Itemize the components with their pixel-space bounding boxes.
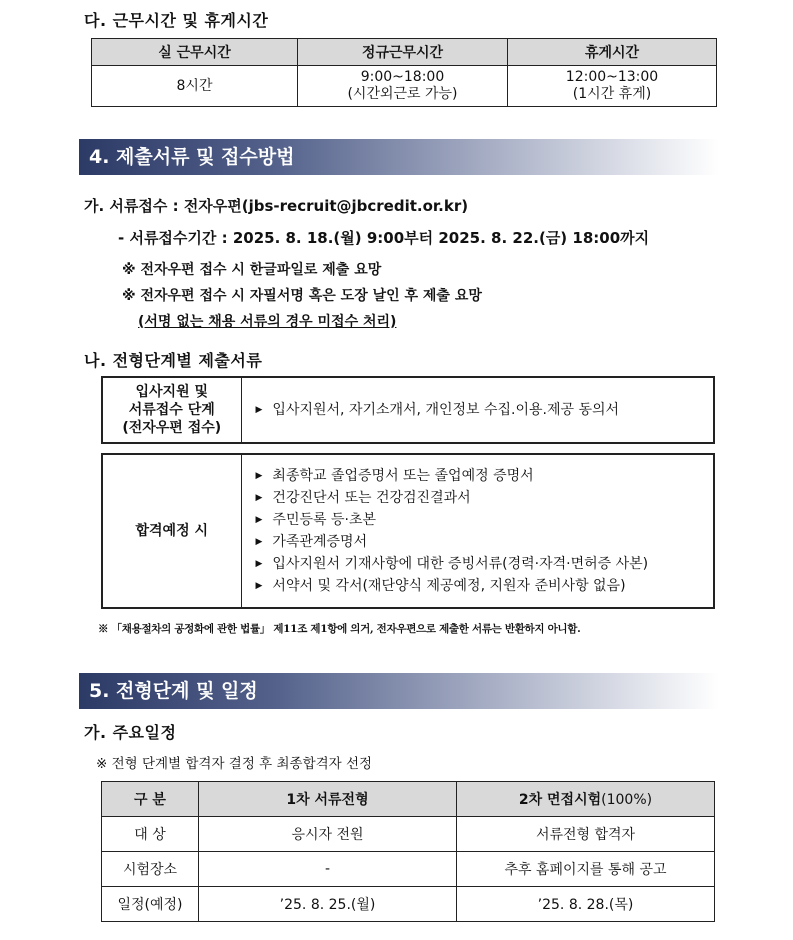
list-item (256, 399, 714, 421)
break-time-range: 12:00~13:00 (565, 69, 659, 85)
row-label-date: 일정(예정) (102, 887, 199, 922)
list-item-text: 주민등록 등·초본 (272, 512, 376, 528)
section-5-title-bar: 5. 전형단계 및 일정 (79, 673, 719, 709)
triangle-bullet-icon: ▶ (255, 493, 263, 503)
section-heading-schedule: 가. 주요일정 (84, 723, 177, 742)
section-heading-work-hours: 다. 근무시간 및 휴게시간 (84, 11, 269, 30)
submission-period-line: - 서류접수기간 : 2025. 8. 18.(월) 9:00부터 2025. 8. 22.(금) 18:00까지 (118, 229, 650, 247)
list-item-text: 최종학교 졸업증명서 또는 졸업예정 증명서 (272, 468, 534, 484)
cell-date-stage2: ’25. 8. 28.(목) (457, 887, 715, 922)
cell-venue-stage2: 추후 홈페이지를 통해 공고 (457, 852, 715, 887)
list-item-text: 서약서 및 각서(재단양식 제공예정, 지원자 준비사항 없음) (272, 578, 626, 594)
triangle-bullet-icon: ▶ (255, 471, 263, 481)
schedule-table (101, 781, 715, 922)
list-item-text: 건강진단서 또는 건강검진결과서 (272, 490, 471, 506)
list-item (256, 531, 714, 553)
regular-hours-time: 9:00~18:00 (360, 69, 445, 85)
header-interview-label: 2차 면접시험 (518, 792, 602, 808)
row-label-target: 대 상 (102, 817, 199, 852)
cell-target-stage2: 서류전형 합격자 (457, 817, 715, 852)
cell-venue-stage1: - (199, 852, 457, 887)
list-item (256, 487, 714, 509)
stage2-label: 합격예정 시 (102, 454, 241, 608)
note-signature: ※ 전자우편 접수 시 자필서명 혹은 도장 날인 후 제출 요망 (122, 288, 482, 304)
list-item (256, 553, 714, 575)
triangle-bullet-icon: ▶ (255, 537, 263, 547)
cell-regular-hours (298, 66, 508, 107)
cell-date-stage1: ’25. 8. 25.(월) (199, 887, 457, 922)
document-submission-line: 가. 서류접수 : 전자우편(jbs-recruit@jbcredit.or.kr) (84, 197, 469, 215)
schedule-note: ※ 전형 단계별 합격자 결정 후 최종합격자 선정 (96, 756, 373, 772)
list-item-text: 입사지원서 기재사항에 대한 증빙서류(경력·자격·면허증 사본) (272, 556, 649, 572)
note-unsigned-rejected: (서명 없는 채용 서류의 경우 미접수 처리) (138, 314, 397, 330)
stage1-label-line2: 서류접수 단계 (128, 402, 215, 418)
triangle-bullet-icon: ▶ (255, 515, 263, 525)
stage2-documents-table (101, 453, 715, 609)
regular-hours-note: (시간외근로 가능) (347, 86, 458, 102)
header-interview (457, 782, 715, 817)
header-interview-weight: (100%) (601, 792, 653, 808)
list-item (256, 509, 714, 531)
stage1-documents-table (101, 376, 715, 444)
table-row (102, 817, 715, 852)
stage1-label-line1: 입사지원 및 (135, 384, 208, 400)
triangle-bullet-icon: ▶ (255, 559, 263, 569)
stage1-label (102, 377, 241, 443)
stage2-items (241, 454, 714, 608)
section-heading-required-documents: 나. 전형단계별 제출서류 (84, 351, 263, 370)
cell-target-stage1: 응시자 전원 (199, 817, 457, 852)
header-actual-hours: 실 근무시간 (92, 39, 298, 66)
section-4-title-bar: 4. 제출서류 및 접수방법 (79, 139, 719, 175)
cell-actual-hours: 8시간 (92, 66, 298, 107)
list-item-text: 입사지원서, 자기소개서, 개인정보 수집.이용.제공 동의서 (272, 402, 620, 418)
header-break-time: 휴게시간 (508, 39, 717, 66)
header-document-screening: 1차 서류전형 (199, 782, 457, 817)
triangle-bullet-icon: ▶ (255, 405, 263, 415)
list-item-text: 가족관계증명서 (272, 534, 368, 550)
triangle-bullet-icon: ▶ (255, 581, 263, 591)
stage1-label-line3: (전자우편 접수) (122, 420, 222, 436)
list-item (256, 575, 714, 597)
note-hwp-file: ※ 전자우편 접수 시 한글파일로 제출 요망 (122, 262, 382, 278)
stage1-items (241, 377, 714, 443)
work-hours-table (91, 38, 717, 107)
list-item (256, 465, 714, 487)
header-category: 구 분 (102, 782, 199, 817)
header-regular-hours: 정규근무시간 (298, 39, 508, 66)
row-label-venue: 시험장소 (102, 852, 199, 887)
table-row (102, 887, 715, 922)
break-time-note: (1시간 휴게) (572, 86, 652, 102)
table-row (102, 852, 715, 887)
legal-footnote: ※ 「채용절차의 공정화에 관한 법률」 제11조 제1항에 의거, 전자우편으로 제출한 서류는 반환하지 아니함. (98, 623, 581, 635)
cell-break-time (508, 66, 717, 107)
